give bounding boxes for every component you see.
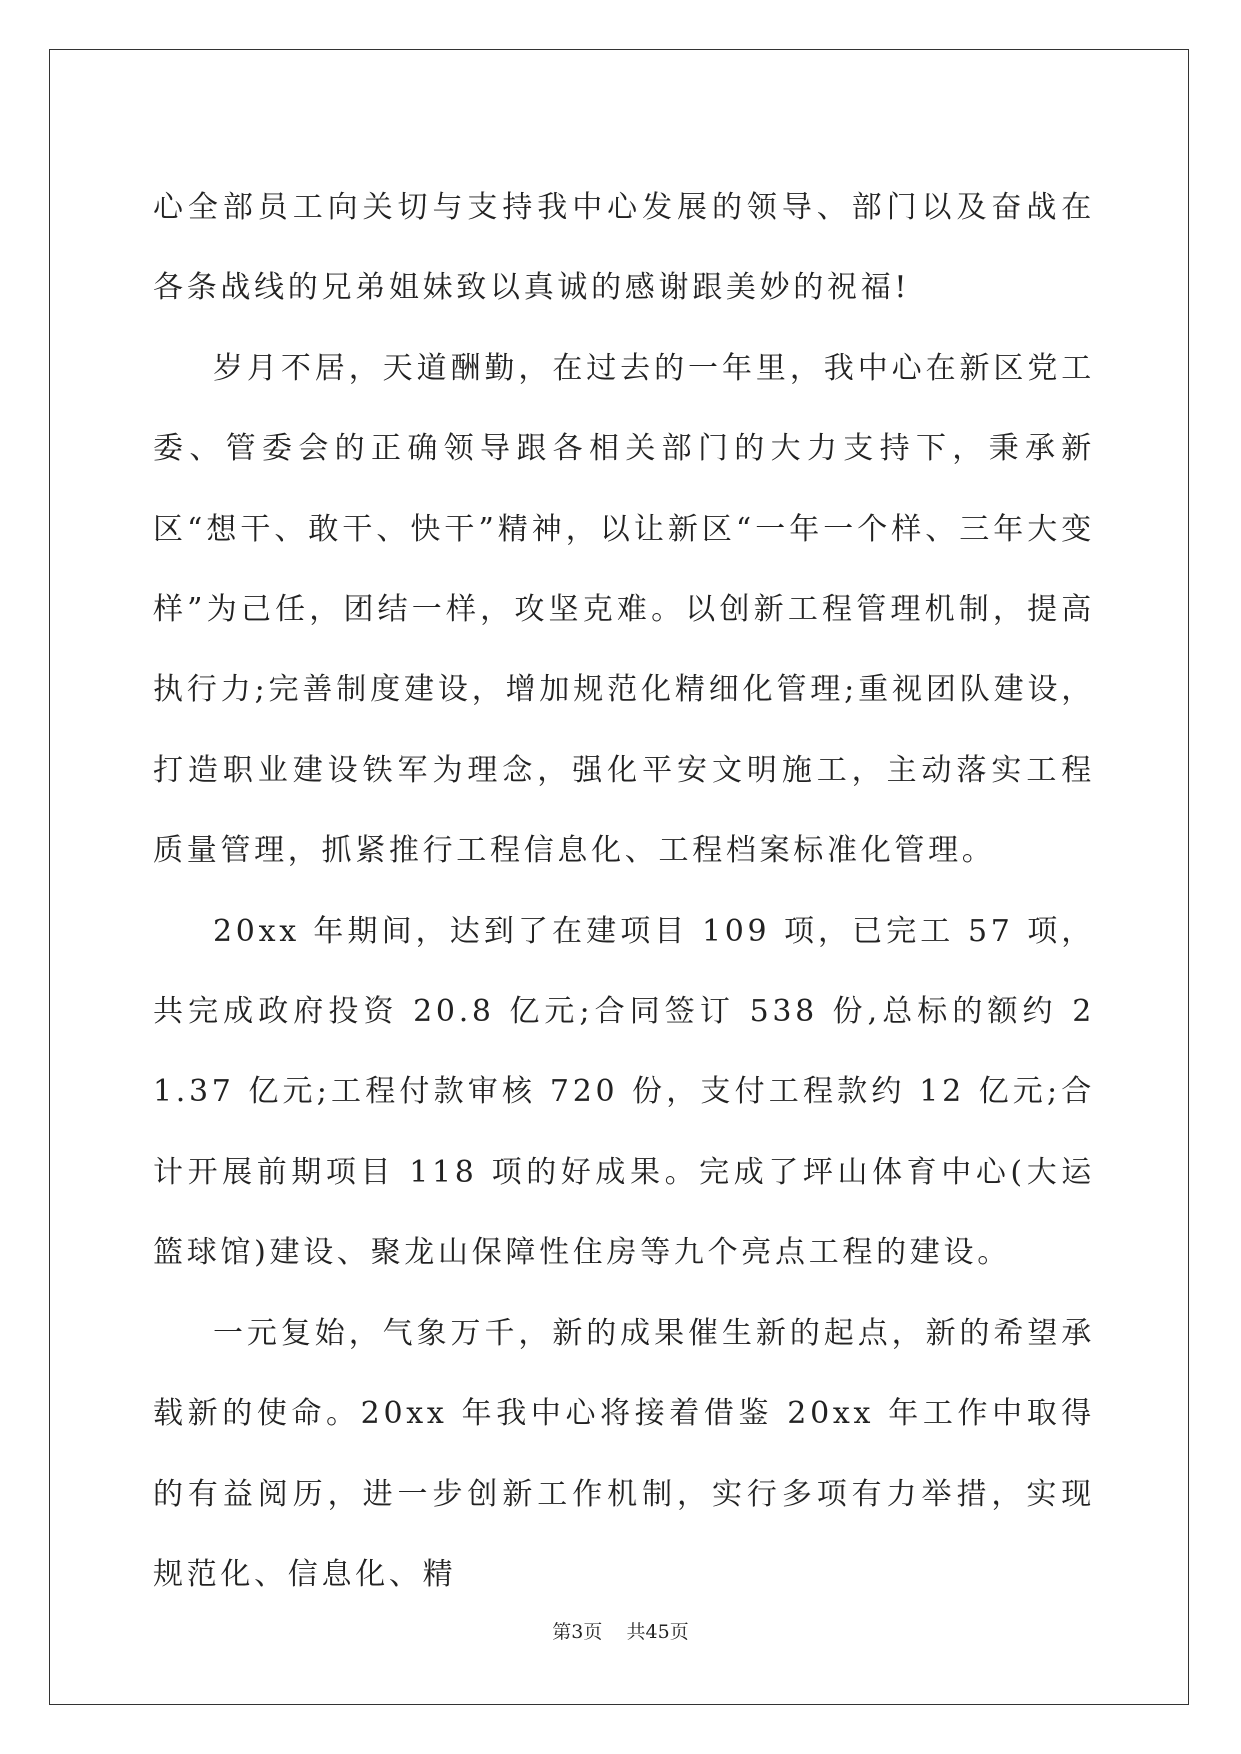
document-body (153, 168, 1095, 1615)
footer-page-prefix: 第 (552, 1621, 572, 1643)
paragraph-2: 岁月不居，天道酬勤，在过去的一年里，我中心在新区党工委、管委会的正确领导跟各相关部门的大力支持下，秉承新区“想干、敢干、快干”精神，以让新区“一年一个样、三年大变样”为己任，团结一样，攻坚克难。以创新工程管理机制，提高执行力;完善制度建设，增加规范化精细化管理;重视团队建设，打造职业建设铁军为理念，强化平安文明施工，主动落实工程质量管理，抓紧推行工程信息化、工程档案标准化管理。 (153, 350, 1095, 869)
page-footer (0, 1617, 1241, 1644)
footer-page-number: 3 (571, 1621, 584, 1643)
paragraph-4: 一元复始，气象万千，新的成果催生新的起点，新的希望承载新的使命。20xx 年我中心将接着借鉴 20xx 年工作中取得的有益阅历，进一步创新工作机制，实行多项有力举措，实现规范化、信息化、精 (153, 1315, 1095, 1592)
paragraph-3: 20xx 年期间，达到了在建项目 109 项，已完工 57 项，共完成政府投资 20.8 亿元;合同签订 538 份,总标的额约 21.37 亿元;工程付款审核 720 份，支付工程款约 12 亿元;合计开展前期项目 118 项的好成果。完成了坪山体育中心(大运篮球馆)建设、聚龙山保障性住房等九个亮点工程的建设。 (153, 913, 1095, 1271)
footer-total-suffix: 页 (669, 1621, 689, 1643)
footer-page-suffix: 页 (583, 1621, 603, 1643)
footer-total-prefix: 共 (626, 1621, 646, 1643)
footer-total-pages: 45 (645, 1621, 670, 1643)
paragraph-1: 心全部员工向关切与支持我中心发展的领导、部门以及奋战在各条战线的兄弟姐妹致以真诚的感谢跟美妙的祝福! (153, 190, 1095, 306)
